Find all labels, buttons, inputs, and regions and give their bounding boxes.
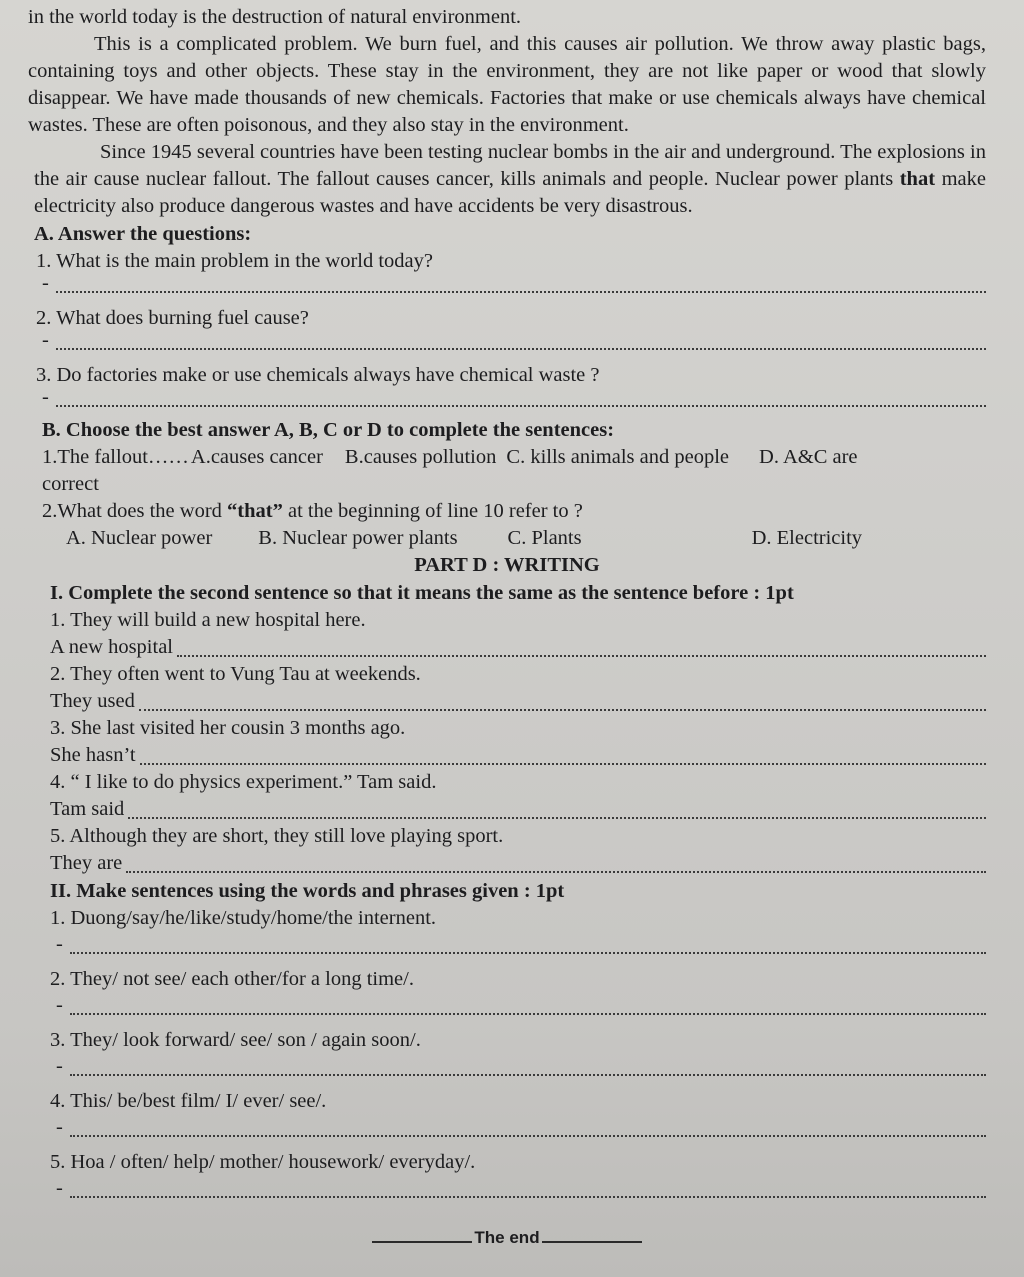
question-b1 [42, 444, 986, 471]
the-end-text: The end [474, 1228, 540, 1247]
answer-dots [56, 395, 986, 407]
b1-stem: 1.The fallout…… [42, 446, 189, 468]
paragraph-3-text-b: make electricity also produce dangerous wastes and have accidents be very disastrous. [34, 168, 986, 217]
section-a-heading: A. Answer the questions: [34, 223, 252, 245]
rewrite-answer-1[interactable]: A new hospital [50, 634, 986, 661]
passage-paragraph-2: This is a complicated problem. We burn fuel, and this causes air pollution. We throw away plastic bags, containing toys and other objects. These stay in the environment, they are not like paper or wood that slowly disappear. We have made thousands of new chemicals. Factories that make or use chemicals always have chemical wastes. These are often poisonous, and they also stay in the environment. [28, 33, 986, 136]
passage-top-line: in the world today is the destruction of natural environment. [28, 6, 522, 28]
b1-option-b[interactable]: B.causes pollution [344, 446, 497, 468]
make-answer-2[interactable]: - [50, 993, 986, 1019]
make-prompt-2: 2. They/ not see/ each other/for a long time/. [50, 968, 414, 990]
answer-line-a1[interactable]: - [36, 275, 986, 297]
make-prompt-3: 3. They/ look forward/ see/ son / again soon/. [50, 1029, 421, 1051]
passage-paragraph-3 [28, 139, 986, 220]
make-prompt-5: 5. Hoa / often/ help/ mother/ housework/ everyday/. [50, 1151, 476, 1173]
the-end-footer [28, 1224, 986, 1251]
b2-option-d[interactable]: D. Electricity [751, 527, 863, 549]
end-rule-right [542, 1227, 642, 1243]
make-answer-1[interactable]: - [50, 932, 986, 958]
make-prompt-4: 4. This/ be/best film/ I/ ever/ see/. [50, 1090, 327, 1112]
rewrite-answer-5[interactable]: They are [50, 850, 986, 877]
make-answer-4[interactable]: - [50, 1115, 986, 1141]
rewrite-prompt-3: 3. She last visited her cousin 3 months ago. [50, 717, 406, 739]
make-prompt-1: 1. Duong/say/he/like/study/home/the internent. [50, 907, 437, 929]
b1-option-c[interactable]: C. kills animals and people [506, 446, 730, 468]
make-answer-3[interactable]: - [50, 1054, 986, 1080]
b1-option-a[interactable]: A.causes cancer [190, 446, 323, 468]
question-b2: 2.What does the word “that” at the beginning of line 10 refer to ? [42, 500, 583, 522]
question-a1: 1. What is the main problem in the world today? [36, 250, 434, 272]
section-b-heading: B. Choose the best answer A, B, C or D to complete the sentences: [42, 419, 615, 441]
b2-options [42, 525, 986, 552]
part-d-section-2-heading: II. Make sentences using the words and phrases given : 1pt [50, 880, 565, 902]
answer-line-a2[interactable]: - [36, 332, 986, 354]
part-d-title: PART D : WRITING [414, 554, 600, 576]
b2-option-a[interactable]: A. Nuclear power [66, 527, 213, 549]
b2-option-b[interactable]: B. Nuclear power plants [258, 527, 458, 549]
b1-option-d[interactable]: D. A&C are [759, 446, 858, 468]
question-a3: 3. Do factories make or use chemicals always have chemical waste ? [36, 364, 600, 386]
make-answer-5[interactable]: - [50, 1176, 986, 1202]
rewrite-answer-4[interactable]: Tam said [50, 796, 986, 823]
b1-wrap: correct [42, 473, 99, 495]
answer-dots [56, 338, 986, 350]
b2-option-c[interactable]: C. Plants [507, 527, 582, 549]
question-a2: 2. What does burning fuel cause? [36, 307, 309, 329]
rewrite-prompt-1: 1. They will build a new hospital here. [50, 609, 366, 631]
rewrite-prompt-2: 2. They often went to Vung Tau at weekends. [50, 663, 421, 685]
answer-line-a3[interactable]: - [36, 389, 986, 411]
paragraph-3-bold-that: that [899, 168, 936, 190]
rewrite-prompt-5: 5. Although they are short, they still love playing sport. [50, 825, 504, 847]
rewrite-prompt-4: 4. “ I like to do physics experiment.” Tam said. [50, 771, 437, 793]
part-d-section-1-heading: I. Complete the second sentence so that it means the same as the sentence before : 1pt [50, 582, 794, 604]
paragraph-3-text-a: Since 1945 several countries have been testing nuclear bombs in the air and underground. The explosions in the air cause nuclear fallout. The fallout causes cancer, kills animals and people. Nuclear power plants [34, 141, 986, 190]
end-rule-left [372, 1227, 472, 1243]
rewrite-answer-3[interactable]: She hasn’t [50, 742, 986, 769]
answer-dots [56, 281, 986, 293]
rewrite-answer-2[interactable]: They used [50, 688, 986, 715]
